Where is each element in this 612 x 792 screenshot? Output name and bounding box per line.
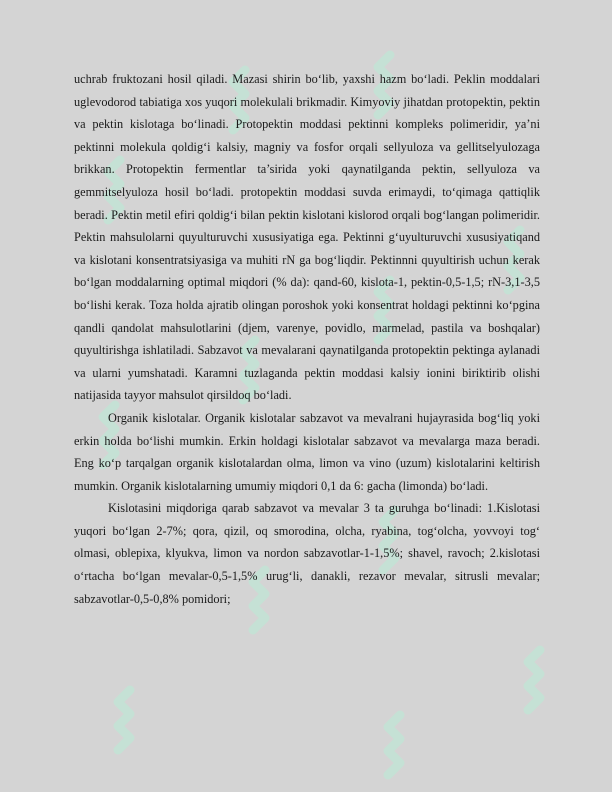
paragraph-acid-groups: Kislotasini miqdoriga qarab sabzavot va mevalar 3 ta guruhga bo‘linadi: 1.Kislotasi yuqori bo‘lgan 2-7%; qora, qizil, oq smorodina, olcha, ryabina, tog‘olcha, yovvoyi tog‘ olmasi, oblepixa, klyukva, limon va nordon sabzavotlar-1-1,5%; shavel, ravoch; 2.kislotasi o‘rtacha bo‘lgan mevalar-0,5-1,5% urug‘li, danakli, rezavor mevalar, sitrusli mevalar; sabzavotlar-0,5-0,8% pomidori; (74, 501, 540, 606)
body-text (74, 68, 540, 610)
watermark-logo-icon (520, 640, 560, 720)
paragraph-pectin: uchrab fruktozani hosil qiladi. Mazasi shirin bo‘lib, yaxshi hazm bo‘ladi. Peklin moddalari uglevodorod tabiatiga xos yuqori molekulali brikmadir. Kimyoviy jihatdan protopektin, pektin va pektin kislotaga bo‘linadi. Protopektin moddasi pektinni kompleks polimeridir, ya’ni pektinni molekula qoldig‘i kalsiy, magniy va fosfor orqali sellyuloza va gellitselyulozaga brikkan. Protopektin fermentlar ta’sirida yoki qaynatilganda pektin, sellyuloza va gemmitselyuloza hosil bo‘ladi. protopektin moddasi suvda erimaydi, to‘qimaga qattiqlik beradi. Pektin metil efiri qoldig‘i bilan pektin kislotani kislorod orqali bog‘langan polimeridir. Pektin mahsulolarni quyulturuvchi xususiyatiga ega. Pektinni g‘uyulturuvchi xususiyatiqand va kislotani konsentratsiyasiga va muhiti rN ga bog‘liqdir. Pektinnni quyultirish uchun kerak bo‘lgan moddalarning optimal miqdori (% da): qand-60, kislota-1, pektin-0,5-1,5; rN-3,1-3,5 bo‘lishi kerak. Toza holda ajratib olingan poroshok yoki konsentrat holdagi pektinni ko‘pgina qandli qandolat mahsulotlarini (djem, varenye, povidlo, marmelad, pastila va boshqalar) quyultirishga ishlatiladi. Sabzavot va mevalarani qaynatilganda protopektin pektinga aylanadi va ularni yumshatadi. Karamni tuzlaganda pektin moddasi kalsiy ionini biriktirib olishi natijasida tayyor mahsulot qirsildoq bo‘ladi. (74, 72, 540, 403)
paragraph-organic-acids: Organik kislotalar. Organik kislotalar sabzavot va mevalrani hujayrasida bog‘liq yoki erkin holda bo‘lishi mumkin. Erkin holdagi kislotalar sabzavot va mevalarga maza beradi. Eng ko‘p tarqalgan organik kislotalardan olma, limon va vino (uzum) kislotalarini keltirish mumkin. Organik kislotalarning umumiy miqdori 0,1 da 6: gacha (limonda) bo‘ladi. (74, 410, 540, 493)
watermark-logo-icon (110, 680, 150, 760)
watermark-logo-icon (380, 705, 420, 785)
